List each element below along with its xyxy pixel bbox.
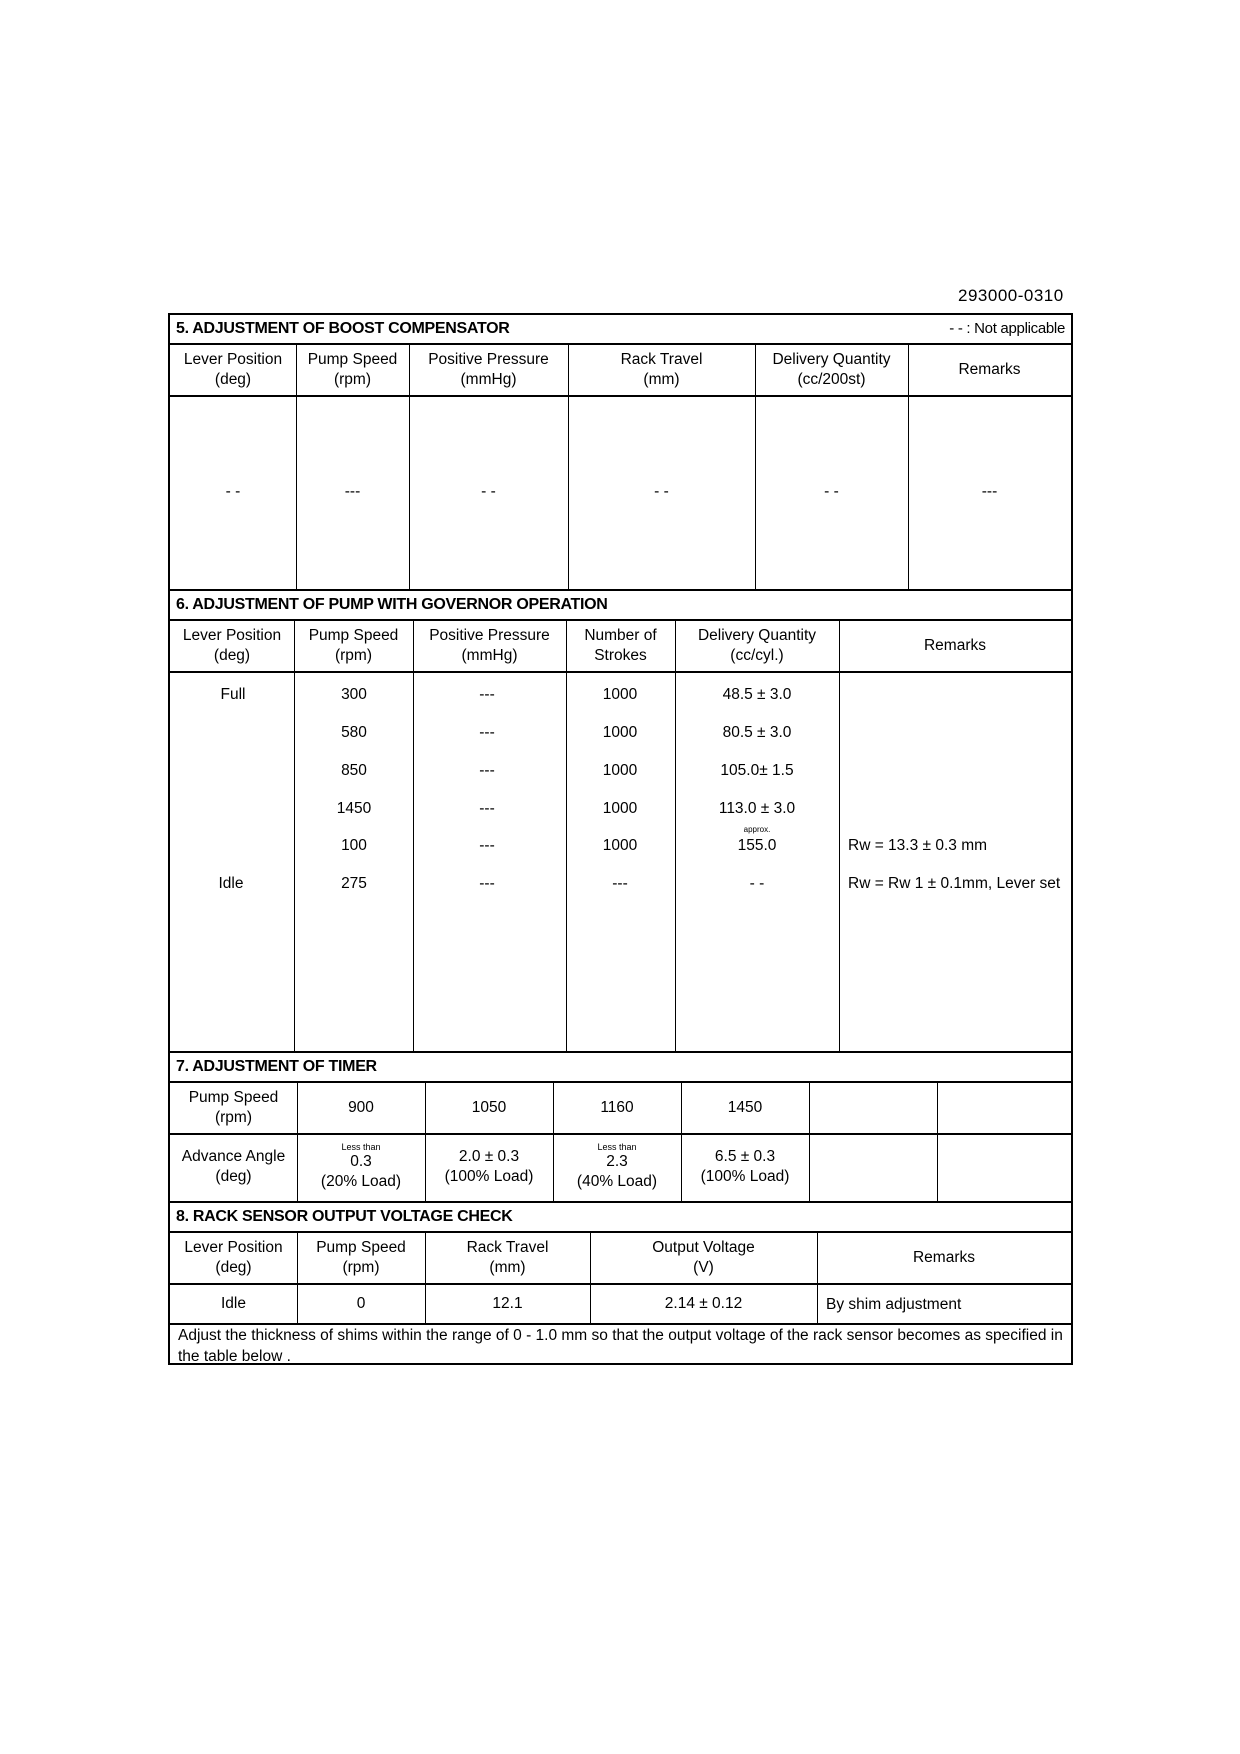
specification-sheet xyxy=(168,313,1073,1365)
s8-column-rule xyxy=(590,1233,591,1323)
section-5-title-bar xyxy=(170,315,1071,345)
s5-column-rule xyxy=(409,345,410,589)
section-7-title: 7. ADJUSTMENT OF TIMER xyxy=(176,1058,377,1075)
s6-row-delivery-quantity: 105.0± 1.5 xyxy=(720,762,794,779)
s6-row-remarks: Rw = 13.3 ± 0.3 mm xyxy=(848,837,988,854)
s7-speed-cell xyxy=(937,1083,1071,1133)
s7-angle-cell xyxy=(809,1135,937,1199)
s6-row-positive-pressure: --- xyxy=(479,837,495,854)
s6-row-pump-speed: 580 xyxy=(341,724,367,741)
s8-cell-pump-speed: 0 xyxy=(356,1295,366,1312)
s5-header-rack-travel: Rack Travel (mm) xyxy=(620,351,703,388)
s7-angle-cell: 6.5 ± 0.3 (100% Load) xyxy=(700,1148,790,1185)
s5-header-delivery-quantity: Delivery Quantity (cc/200st) xyxy=(772,351,891,388)
section-boost-compensator xyxy=(170,315,1071,589)
s8-cell-rack-travel: 12.1 xyxy=(492,1295,523,1312)
s7-speed-cell: 1160 xyxy=(600,1099,634,1116)
s6-header-positive-pressure: Positive Pressure (mmHg) xyxy=(429,627,550,664)
s6-row-positive-pressure: --- xyxy=(479,724,495,741)
s8-header-pump-speed: Pump Speed (rpm) xyxy=(316,1239,406,1276)
s6-row-positive-pressure: --- xyxy=(479,762,495,779)
s7-speed-cell xyxy=(809,1083,937,1133)
s7-label-advance-angle: Advance Angle (deg) xyxy=(181,1148,286,1185)
s7-angle-cell xyxy=(937,1135,1071,1199)
s6-row-pump-speed: 1450 xyxy=(336,800,372,817)
s7-column-rule xyxy=(297,1083,298,1201)
s7-angle-cell: 2.0 ± 0.3 (100% Load) xyxy=(444,1148,534,1185)
s8-header-remarks: Remarks xyxy=(912,1249,975,1266)
s6-header-number-of-strokes: Number of Strokes xyxy=(584,627,657,664)
s6-row-strokes: 1000 xyxy=(602,724,638,741)
s6-row-pump-speed: 100 xyxy=(341,837,367,854)
s7-label-pump-speed: Pump Speed (rpm) xyxy=(188,1089,279,1126)
document-number: 293000-0310 xyxy=(958,286,1064,305)
section-timer xyxy=(170,1053,1071,1201)
s5-cell-delivery-quantity: - - xyxy=(824,483,839,500)
s5-cell-remarks: --- xyxy=(981,483,998,500)
s6-row-delivery-quantity: 48.5 ± 3.0 xyxy=(722,686,792,703)
section-5-title: 5. ADJUSTMENT OF BOOST COMPENSATOR xyxy=(176,320,510,337)
s6-row-strokes: 1000 xyxy=(602,800,638,817)
s6-row-lever-position: Full xyxy=(220,686,246,703)
s6-row-strokes: --- xyxy=(612,875,628,892)
s6-row-strokes: 1000 xyxy=(602,762,638,779)
section-8-title-bar xyxy=(170,1203,1071,1233)
s5-column-rule xyxy=(296,345,297,589)
s6-column-rule xyxy=(294,621,295,1051)
s5-header-remarks: Remarks xyxy=(958,361,1021,378)
s5-cell-pump-speed: --- xyxy=(344,483,361,500)
s8-column-rule xyxy=(425,1233,426,1323)
s6-row-approx-note: approx. xyxy=(743,825,771,834)
s7-column-rule xyxy=(425,1083,426,1201)
section-7-title-bar xyxy=(170,1053,1071,1083)
section-6-title-bar xyxy=(170,591,1071,621)
s6-row-positive-pressure: --- xyxy=(479,800,495,817)
section-rack-sensor xyxy=(170,1203,1071,1363)
s6-row-remarks: Rw = Rw 1 ± 0.1mm, Lever set xyxy=(848,875,1061,892)
section-8-title: 8. RACK SENSOR OUTPUT VOLTAGE CHECK xyxy=(176,1208,513,1225)
s6-row-strokes: 1000 xyxy=(602,686,638,703)
s8-header-rack-travel: Rack Travel (mm) xyxy=(466,1239,549,1276)
s5-cell-rack-travel: - - xyxy=(654,483,669,500)
s7-column-rule xyxy=(809,1083,810,1201)
s6-row-pump-speed: 275 xyxy=(341,875,367,892)
s6-row-pump-speed: 300 xyxy=(341,686,367,703)
s6-row-delivery-quantity: 113.0 ± 3.0 xyxy=(718,800,796,817)
s5-header-lever-position: Lever Position (deg) xyxy=(183,351,283,388)
s6-column-rule xyxy=(675,621,676,1051)
s6-row-delivery-quantity: 155.0 xyxy=(737,837,777,854)
s6-row-pump-speed: 850 xyxy=(341,762,367,779)
s8-adjustment-note: Adjust the thickness of shims within the range of 0 - 1.0 mm so that the output voltage of the rack sensor becomes as specified in the table below . xyxy=(178,1327,1063,1365)
s5-column-rule xyxy=(568,345,569,589)
s6-header-delivery-quantity: Delivery Quantity (cc/cyl.) xyxy=(697,627,816,664)
s6-header-lever-position: Lever Position (deg) xyxy=(182,627,282,664)
s6-row-positive-pressure: --- xyxy=(479,875,495,892)
s7-speed-cell: 1450 xyxy=(727,1099,763,1116)
s8-cell-remarks: By shim adjustment xyxy=(826,1296,962,1313)
s7-column-rule xyxy=(681,1083,682,1201)
s5-header-positive-pressure: Positive Pressure (mmHg) xyxy=(428,351,549,388)
s8-header-output-voltage: Output Voltage (V) xyxy=(652,1239,755,1276)
s8-column-rule xyxy=(297,1233,298,1323)
s6-header-remarks: Remarks xyxy=(923,637,986,654)
s6-header-pump-speed: Pump Speed (rpm) xyxy=(308,627,399,664)
s5-cell-lever-position: - - xyxy=(225,483,241,500)
s8-column-rule xyxy=(817,1233,818,1323)
s8-cell-lever-position: Idle xyxy=(221,1295,246,1312)
s5-column-rule xyxy=(908,345,909,589)
s5-header-pump-speed: Pump Speed (rpm) xyxy=(307,351,398,388)
s6-row-strokes: 1000 xyxy=(602,837,638,854)
s7-speed-cell: 900 xyxy=(348,1099,374,1116)
s6-row-lever-position: Idle xyxy=(218,875,244,892)
s7-column-rule xyxy=(937,1083,938,1201)
not-applicable-note: - - : Not applicable xyxy=(949,320,1065,337)
s7-angle-cell: Less than 0.3 (20% Load) xyxy=(320,1141,402,1190)
s6-row-delivery-quantity: 80.5 ± 3.0 xyxy=(722,724,792,741)
s7-speed-cell: 1050 xyxy=(471,1099,507,1116)
s5-column-rule xyxy=(755,345,756,589)
s6-column-rule xyxy=(566,621,567,1051)
s6-column-rule xyxy=(839,621,840,1051)
section-governor-operation xyxy=(170,591,1071,1051)
s6-column-rule xyxy=(413,621,414,1051)
s8-cell-output-voltage: 2.14 ± 0.12 xyxy=(664,1295,743,1312)
s6-header-divider xyxy=(170,671,1071,673)
s6-row-delivery-quantity: - - xyxy=(749,875,765,892)
s5-cell-positive-pressure: - - xyxy=(481,483,496,500)
s8-header-lever-position: Lever Position (deg) xyxy=(184,1239,283,1276)
s7-column-rule xyxy=(553,1083,554,1201)
section-6-title: 6. ADJUSTMENT OF PUMP WITH GOVERNOR OPERATION xyxy=(176,596,608,613)
s7-angle-cell: Less than 2.3 (40% Load) xyxy=(576,1141,658,1190)
s6-row-positive-pressure: --- xyxy=(479,686,495,703)
